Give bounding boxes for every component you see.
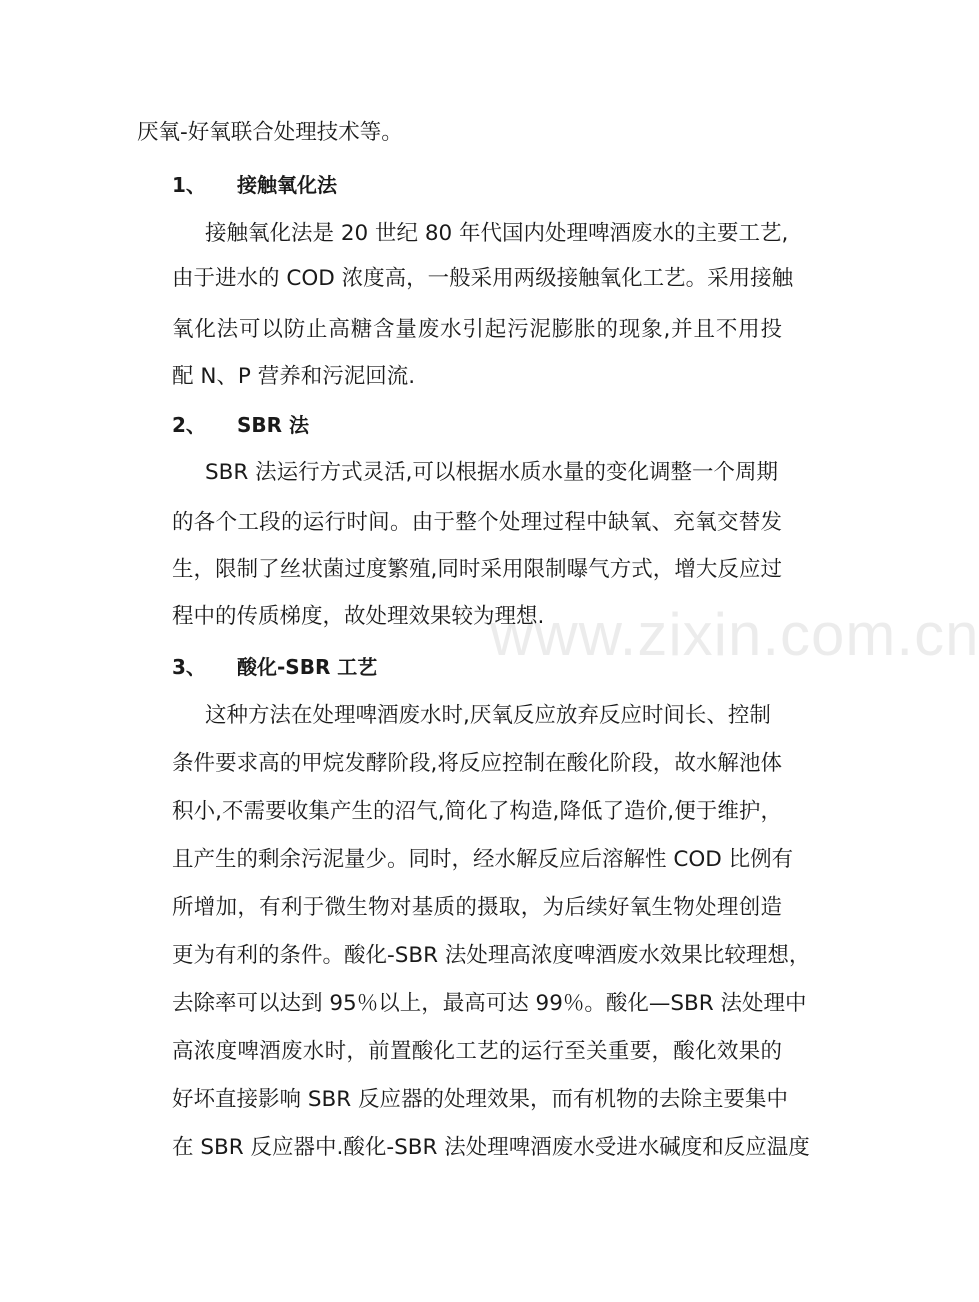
paragraph-line: 高浓度啤酒废水时，前置酸化工艺的运行至关重要，酸化效果的 bbox=[172, 1039, 782, 1064]
paragraph-line: 配 N、P 营养和污泥回流. bbox=[172, 364, 416, 389]
paragraph-line: 且产生的剩余污泥量少。同时，经水解反应后溶解性 COD 比例有 bbox=[172, 847, 794, 872]
paragraph-line: 更为有利的条件。酸化-SBR 法处理高浓度啤酒废水效果比较理想， bbox=[172, 943, 811, 968]
paragraph-line: 条件要求高的甲烷发酵阶段,将反应控制在酸化阶段，故水解池体 bbox=[172, 751, 782, 776]
paragraph-line: 由于进水的 COD 浓度高，一般采用两级接触氧化工艺。采用接触 bbox=[172, 266, 794, 291]
paragraph-line: SBR 法运行方式灵活,可以根据水质水量的变化调整一个周期 bbox=[205, 460, 779, 485]
paragraph-line: 这种方法在处理啤酒废水时,厌氧反应放弃反应时间长、控制 bbox=[205, 703, 771, 728]
paragraph-line: 厌氧-好氧联合处理技术等。 bbox=[137, 120, 403, 145]
section-title: 酸化-SBR 工艺 bbox=[237, 655, 378, 679]
paragraph-line: 在 SBR 反应器中.酸化-SBR 法处理啤酒废水受进水碱度和反应温度 bbox=[172, 1135, 810, 1160]
paragraph-line: 氧化法可以防止高糖含量废水引起污泥膨胀的现象,并且不用投 bbox=[172, 317, 782, 342]
watermark: www.zixin.com.cn bbox=[490, 601, 979, 668]
paragraph-line: 去除率可以达到 95％以上，最高可达 99％。酸化—SBR 法处理中 bbox=[172, 991, 807, 1016]
paragraph-line: 生，限制了丝状菌过度繁殖,同时采用限制曝气方式，增大反应过 bbox=[172, 557, 782, 582]
paragraph-line: 程中的传质梯度，故处理效果较为理想. bbox=[172, 604, 545, 629]
section-title: SBR 法 bbox=[237, 413, 310, 437]
paragraph-line: 所增加，有利于微生物对基质的摄取，为后续好氧生物处理创造 bbox=[172, 895, 782, 920]
paragraph-line: 接触氧化法是 20 世纪 80 年代国内处理啤酒废水的主要工艺, bbox=[205, 221, 789, 246]
section-title: 接触氧化法 bbox=[237, 173, 337, 197]
section-number: 1、 bbox=[172, 173, 206, 197]
paragraph-line: 积小,不需要收集产生的沼气,简化了构造,降低了造价,便于维护， bbox=[172, 799, 782, 824]
section-number: 3、 bbox=[172, 655, 206, 679]
paragraph-line: 的各个工段的运行时间。由于整个处理过程中缺氧、充氧交替发 bbox=[172, 510, 782, 535]
paragraph-line: 好坏直接影响 SBR 反应器的处理效果，而有机物的去除主要集中 bbox=[172, 1087, 789, 1112]
section-number: 2、 bbox=[172, 413, 206, 437]
